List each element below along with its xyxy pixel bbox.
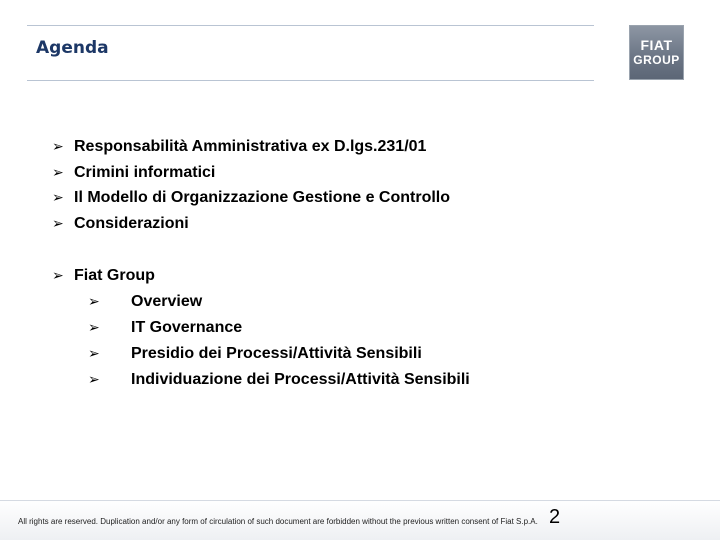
agenda-subitem-label: IT Governance bbox=[131, 319, 243, 336]
agenda-subitem-label: Presidio dei Processi/Attività Sensibili bbox=[131, 345, 422, 362]
arrow-bullet-icon: ➢ bbox=[88, 372, 100, 388]
header-bottom-rule bbox=[27, 80, 594, 81]
agenda-item-label: Crimini informatici bbox=[74, 164, 216, 181]
agenda-group-label: Fiat Group bbox=[74, 267, 155, 284]
arrow-bullet-icon: ➢ bbox=[52, 165, 64, 181]
arrow-bullet-icon: ➢ bbox=[52, 139, 64, 155]
logo-line-1: FIAT bbox=[640, 36, 673, 53]
header-top-rule bbox=[27, 25, 594, 26]
slide-title: Agenda bbox=[36, 38, 109, 58]
page-number: 2 bbox=[549, 506, 561, 528]
fiat-group-logo bbox=[629, 25, 684, 80]
arrow-bullet-icon: ➢ bbox=[52, 190, 64, 206]
footer-divider bbox=[0, 500, 720, 501]
arrow-bullet-icon: ➢ bbox=[88, 320, 100, 336]
footer-disclaimer: All rights are reserved. Duplication and/or any form of circulation of such document are forbidden without the previous written consent of Fiat S.p.A. bbox=[18, 517, 538, 526]
logo-line-2: GROUP bbox=[633, 52, 680, 67]
arrow-bullet-icon: ➢ bbox=[52, 216, 64, 232]
arrow-bullet-icon: ➢ bbox=[52, 268, 64, 284]
agenda-subitem-label: Overview bbox=[131, 293, 203, 310]
agenda-item-label: Il Modello di Organizzazione Gestione e Controllo bbox=[74, 189, 451, 206]
agenda-item-label: Considerazioni bbox=[74, 215, 189, 232]
arrow-bullet-icon: ➢ bbox=[88, 294, 100, 310]
agenda-item-label: Responsabilità Amministrativa ex D.lgs.231/01 bbox=[74, 138, 427, 155]
agenda-subitem-label: Individuazione dei Processi/Attività Sensibili bbox=[131, 371, 470, 388]
arrow-bullet-icon: ➢ bbox=[88, 346, 100, 362]
